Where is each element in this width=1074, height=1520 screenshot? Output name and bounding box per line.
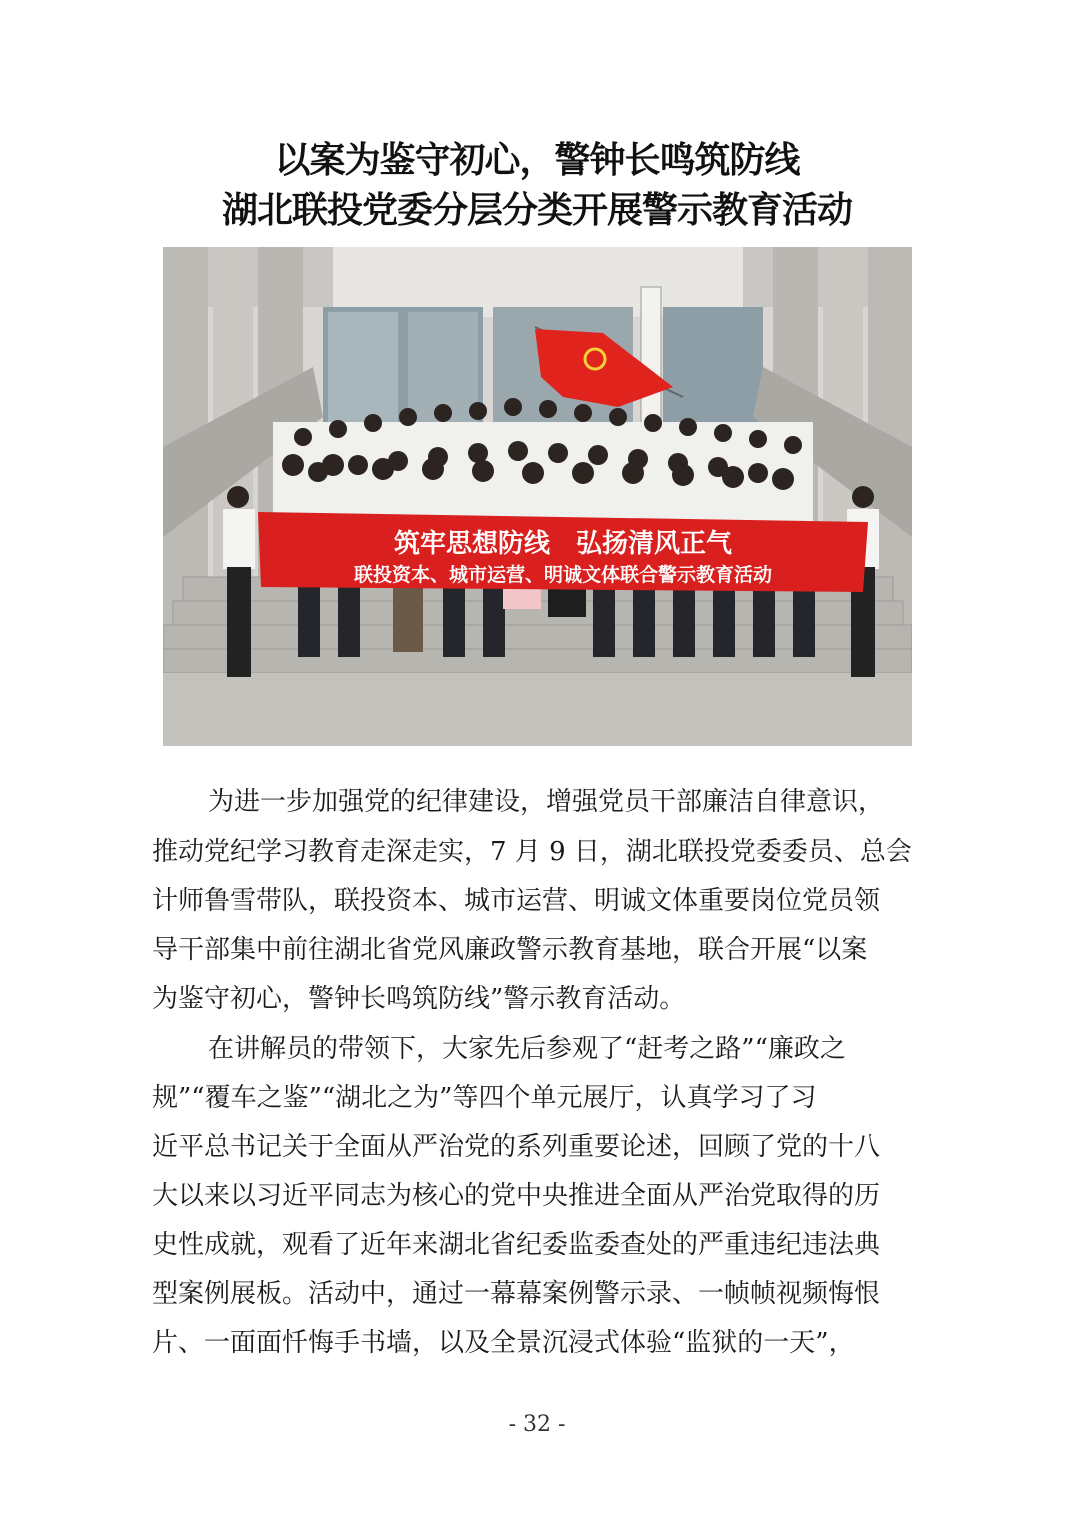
group-photo bbox=[163, 247, 912, 746]
body-line: 型案例展板。活动中，通过一幕幕案例警示录、一帧帧视频悔恨 bbox=[152, 1279, 881, 1309]
banner-line-1: 筑牢思想防线 弘扬清风正气 bbox=[393, 529, 733, 559]
body-line: 史性成就，观看了近年来湖北省纪委监委查处的严重违纪违法典 bbox=[152, 1230, 881, 1260]
body-line: 为鉴守初心，警钟长鸣筑防线”警示教育活动。 bbox=[152, 984, 686, 1014]
body-line: 导干部集中前往湖北省党风廉政警示教育基地，联合开展“以案 bbox=[152, 935, 868, 965]
body-line: 片、一面面忏悔手书墙，以及全景沉浸式体验“监狱的一天”， bbox=[152, 1328, 855, 1358]
body-line: 推动党纪学习教育走深走实，7 月 9 日，湖北联投党委委员、总会 bbox=[152, 837, 912, 867]
article-title-line-2: 湖北联投党委分层分类开展警示教育活动 bbox=[221, 189, 852, 231]
body-line: 规”“覆车之鉴”“湖北之为”等四个单元展厅，认真学习了习 bbox=[152, 1083, 817, 1113]
body-line: 近平总书记关于全面从严治党的系列重要论述，回顾了党的十八 bbox=[152, 1132, 881, 1162]
body-line: 大以来以习近平同志为核心的党中央推进全面从严治党取得的历 bbox=[152, 1181, 881, 1211]
page-number: - 32 - bbox=[508, 1412, 566, 1437]
banner-line-2: 联投资本、城市运营、明诚文体联合警示教育活动 bbox=[353, 564, 773, 586]
article-title-line-1: 以案为鉴守初心，警钟长鸣筑防线 bbox=[274, 139, 800, 181]
body-line: 为进一步加强党的纪律建设，增强党员干部廉洁自律意识， bbox=[208, 787, 885, 817]
body-line: 计师鲁雪带队，联投资本、城市运营、明诚文体重要岗位党员领 bbox=[152, 886, 881, 916]
body-line: 在讲解员的带领下，大家先后参观了“赶考之路”“廉政之 bbox=[208, 1034, 846, 1064]
